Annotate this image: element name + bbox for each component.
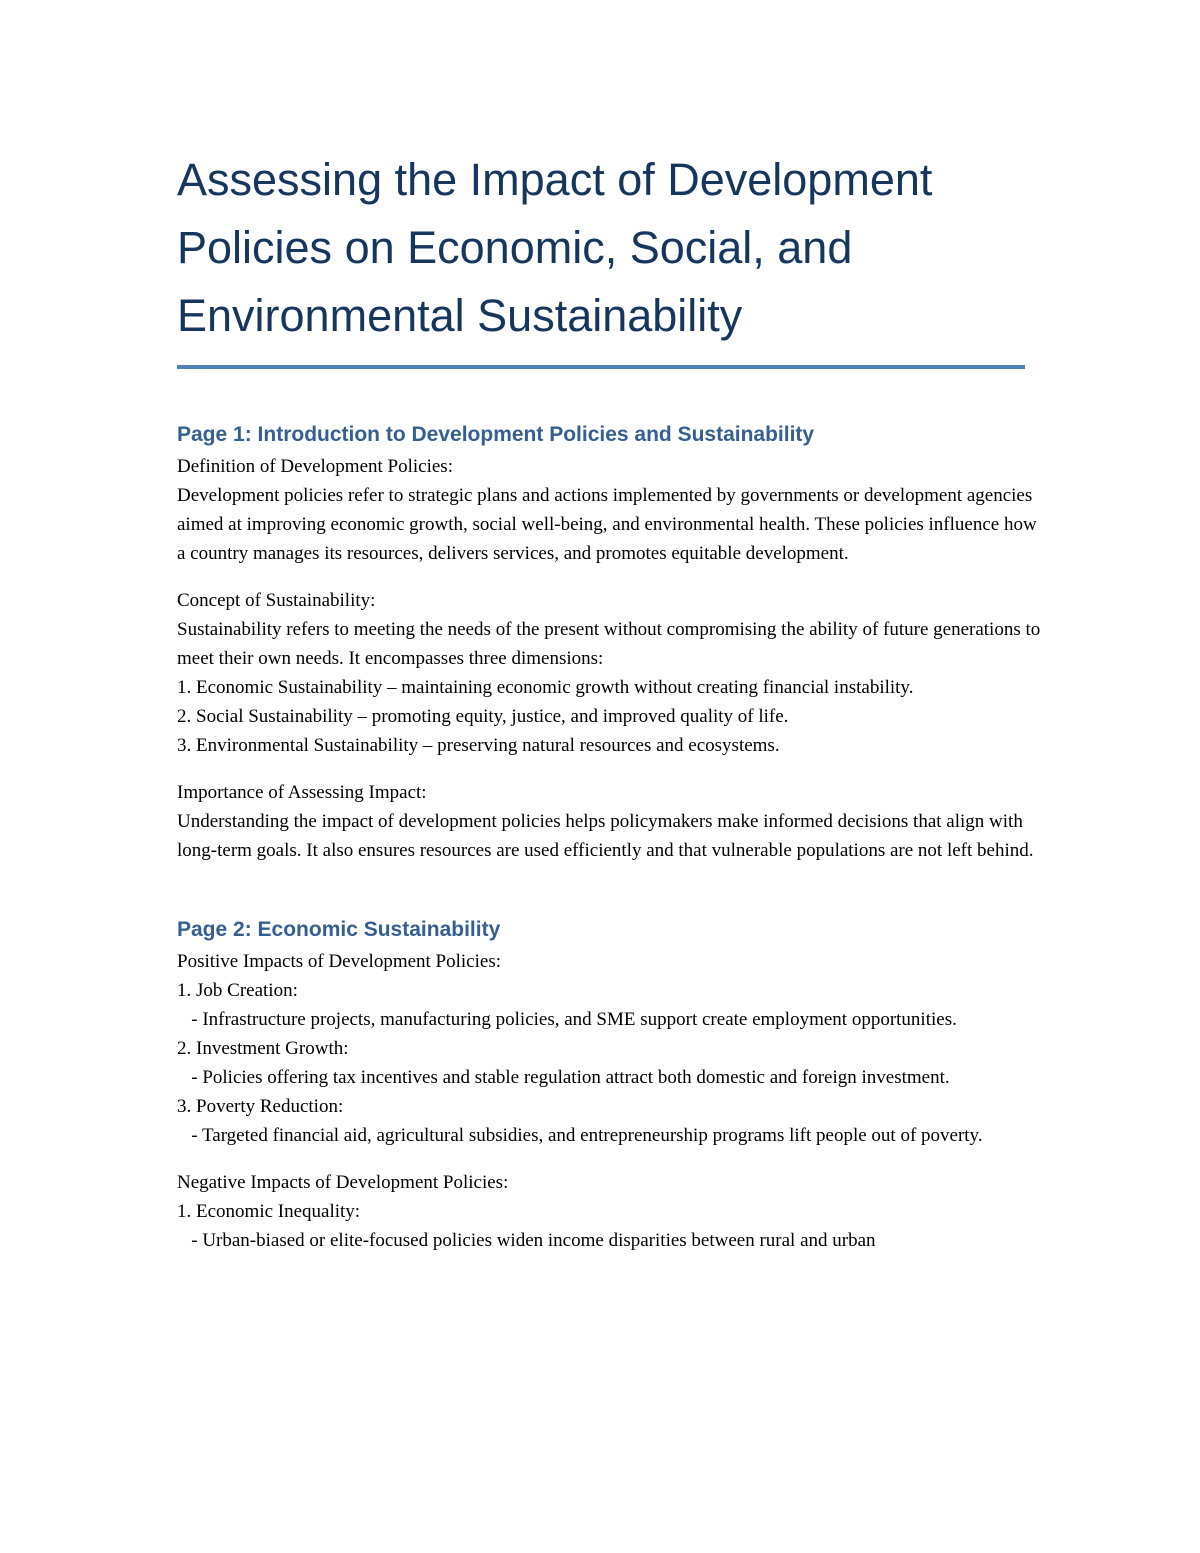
dimension-item-environmental: 3. Environmental Sustainability – preserving natural resources and ecosystems. — [177, 735, 780, 756]
positive-item-job-creation: 1. Job Creation: — [177, 980, 298, 1001]
positive-item-job-creation-detail: - Infrastructure projects, manufacturing policies, and SME support create employment opportunities. — [177, 1009, 957, 1030]
positive-item-investment-growth-detail: - Policies offering tax incentives and stable regulation attract both domestic and foreign investment. — [177, 1067, 950, 1088]
section-heading-page-1: Page 1: Introduction to Development Policies and Sustainability — [177, 423, 815, 446]
positive-item-poverty-reduction-detail: - Targeted financial aid, agricultural subsidies, and entrepreneurship programs lift people out of poverty. — [177, 1125, 983, 1146]
negative-item-economic-inequality-detail: - Urban-biased or elite-focused policies widen income disparities between rural and urban — [177, 1230, 876, 1251]
concept-label: Concept of Sustainability: — [177, 590, 376, 611]
dimension-item-economic: 1. Economic Sustainability – maintaining economic growth without creating financial instability. — [177, 677, 914, 698]
dimension-item-social: 2. Social Sustainability – promoting equity, justice, and improved quality of life. — [177, 706, 789, 727]
negative-item-economic-inequality: 1. Economic Inequality: — [177, 1201, 361, 1222]
definition-text: Development policies refer to strategic plans and actions implemented by governments or development agencies aimed at improving economic growth, social well-being, and environmental health. These policies influence how a country manages its resources, delivers services, and promotes equitable development. — [177, 485, 1037, 564]
positive-impacts-label: Positive Impacts of Development Policies: — [177, 951, 502, 972]
section-heading-page-2: Page 2: Economic Sustainability — [177, 918, 501, 941]
importance-label: Importance of Assessing Impact: — [177, 782, 427, 803]
document-body — [177, 146, 1047, 1255]
importance-text: Understanding the impact of development policies helps policymakers make informed decisions that align with long-term goals. It also ensures resources are used efficiently and that vulnerable populations are not left behind. — [177, 811, 1034, 861]
positive-item-investment-growth: 2. Investment Growth: — [177, 1038, 349, 1059]
concept-text: Sustainability refers to meeting the needs of the present without compromising the ability of future generations to meet their own needs. It encompasses three dimensions: — [177, 619, 1041, 669]
positive-item-poverty-reduction: 3. Poverty Reduction: — [177, 1096, 344, 1117]
negative-impacts-label: Negative Impacts of Development Policies: — [177, 1172, 509, 1193]
document-title: Assessing the Impact of Development Policies on Economic, Social, and Environmental Sustainability — [177, 154, 933, 341]
definition-label: Definition of Development Policies: — [177, 456, 453, 477]
